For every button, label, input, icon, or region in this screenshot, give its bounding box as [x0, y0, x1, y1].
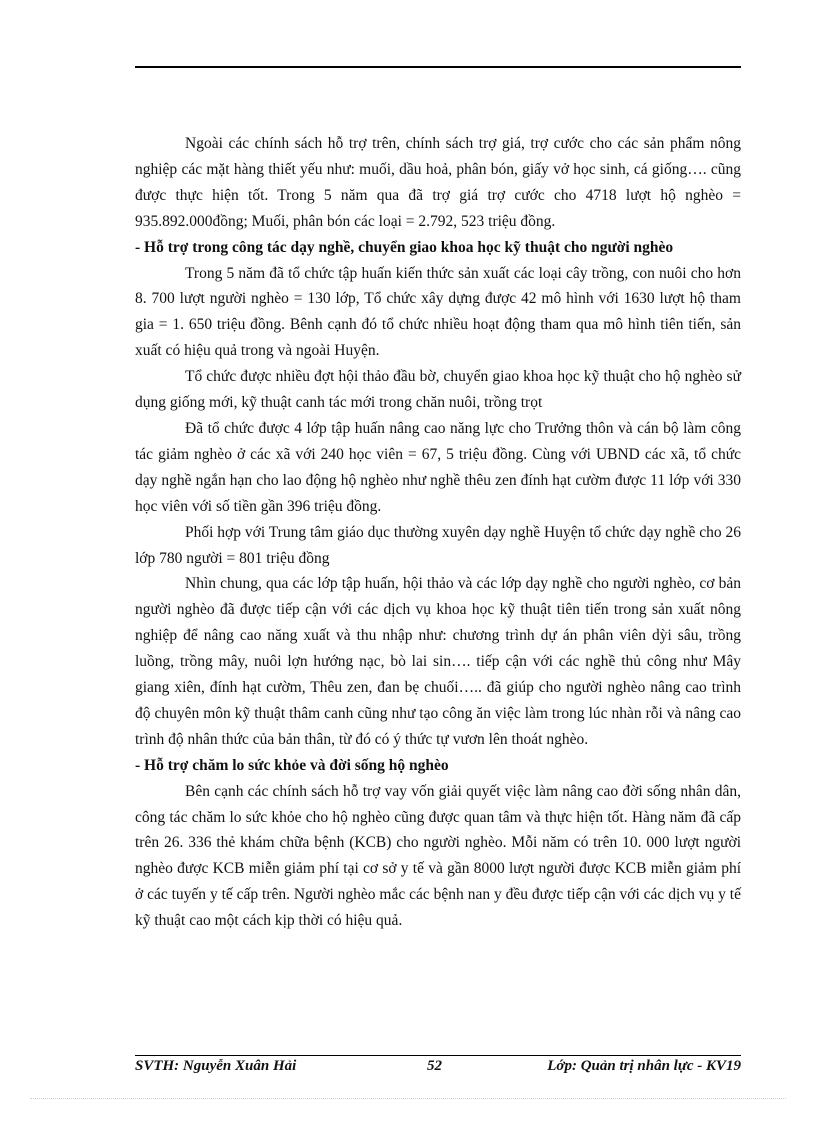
paragraph-overall-results: Nhìn chung, qua các lớp tập huấn, hội thảo và các lớp dạy nghề cho người nghèo, cơ bản người nghèo đã được tiếp cận với các dịch vụ khoa học kỹ thuật tiên tiến trong sản xuất nông nghiệp để nâng cao năng xuất và thu nhập như: chương trình dự án phân viên dỳi sâu, trồng luồng, trồng mây, nuôi lợn hướng nạc, bò lai sin…. tiếp cận với các nghề thủ công như Mây giang xiên, đính hạt cườm, Thêu zen, đan bẹ chuối….. đã giúp cho người nghèo nâng cao trình độ chuyên môn kỹ thuật thâm canh cũng như tạo công ăn việc làm trong lúc nhàn rỗi và nâng cao trình độ nhân thức của bản thân, từ đó có ý thức tự vươn lên thoát nghèo.: [135, 575, 741, 748]
page-footer: [135, 1058, 741, 1082]
paragraph-training-models: Trong 5 năm đã tổ chức tập huấn kiến thức sản xuất các loại cây trồng, con nuôi cho hơn 8. 700 lượt người nghèo = 130 lớp, Tổ chức xây dựng được 42 mô hình với 1630 lượt hộ tham gia = 1. 650 triệu đồng. Bênh cạnh đó tổ chức nhiều hoạt động tham qua mô hình tiên tiến, sản xuất có hiệu quả trong và ngoài Huyện.: [135, 264, 741, 360]
paragraph-capacity-courses: Đã tổ chức được 4 lớp tập huấn nâng cao năng lực cho Trưởng thôn và cán bộ làm công tác giảm nghèo ở các xã với 240 học viên = 67, 5 triệu đồng. Cùng với UBND các xã, tổ chức dạy nghề ngắn hạn cho lao động hộ nghèo như nghề thêu zen đính hạt cườm được 11 lớp với 330 học viên với số tiền gần 396 triệu đồng.: [135, 419, 741, 515]
footer-author: SVTH: Nguyễn Xuân Hải: [135, 1058, 297, 1074]
footer-page-number: 52: [427, 1058, 442, 1074]
footer-rule: [135, 1055, 741, 1056]
document-body: [135, 131, 741, 934]
page-bottom-divider: [30, 1098, 786, 1099]
section-heading-health-care: - Hỗ trợ chăm lo sức khỏe và đời sống hộ nghèo: [135, 756, 449, 774]
section-heading-vocational-training: - Hỗ trợ trong công tác dạy nghề, chuyển giao khoa học kỹ thuật cho người nghèo: [135, 238, 674, 256]
paragraph-education-center: Phối hợp với Trung tâm giáo dục thường xuyên dạy nghề Huyện tổ chức dạy nghề cho 26 lớp 780 người = 801 triệu đồng: [135, 523, 741, 567]
footer-class-label: Lớp: Quản trị nhân lực - KV19: [547, 1058, 741, 1074]
paragraph-health-insurance: Bên cạnh các chính sách hỗ trợ vay vốn giải quyết việc làm nâng cao đời sống nhân dân, công tác chăm lo sức khỏe cho hộ nghèo cũng được quan tâm và thực hiện tốt. Hàng năm đã cấp trên 26. 336 thẻ khám chữa bệnh (KCB) cho người nghèo. Mỗi năm có trên 10. 000 lượt người nghèo được KCB miễn giảm phí tại cơ sở y tế và gần 8000 lượt người được KCB miễn giảm phí ở các tuyến y tế cấp trên. Người nghèo mắc các bệnh nan y đều được tiếp cận với các dịch vụ y tế kỹ thuật cao một cách kịp thời có hiệu quả.: [135, 782, 741, 930]
paragraph-field-workshops: Tổ chức được nhiều đợt hội thảo đầu bờ, chuyển giao khoa học kỹ thuật cho hộ nghèo sử dụng giống mới, kỹ thuật canh tác mới trong chăn nuôi, trồng trọt: [135, 368, 741, 412]
header-rule: [135, 66, 741, 68]
paragraph-trade-subsidies: Ngoài các chính sách hỗ trợ trên, chính sách trợ giá, trợ cước cho các sản phẩm nông nghiệp các mặt hàng thiết yếu như: muối, dầu hoả, phân bón, giấy vở học sinh, cá giống…. cũng được thực hiện tốt. Trong 5 năm qua đã trợ giá trợ cước cho 4718 lượt hộ nghèo = 935.892.000đồng; Muối, phân bón các loại = 2.792, 523 triệu đồng.: [135, 135, 741, 230]
